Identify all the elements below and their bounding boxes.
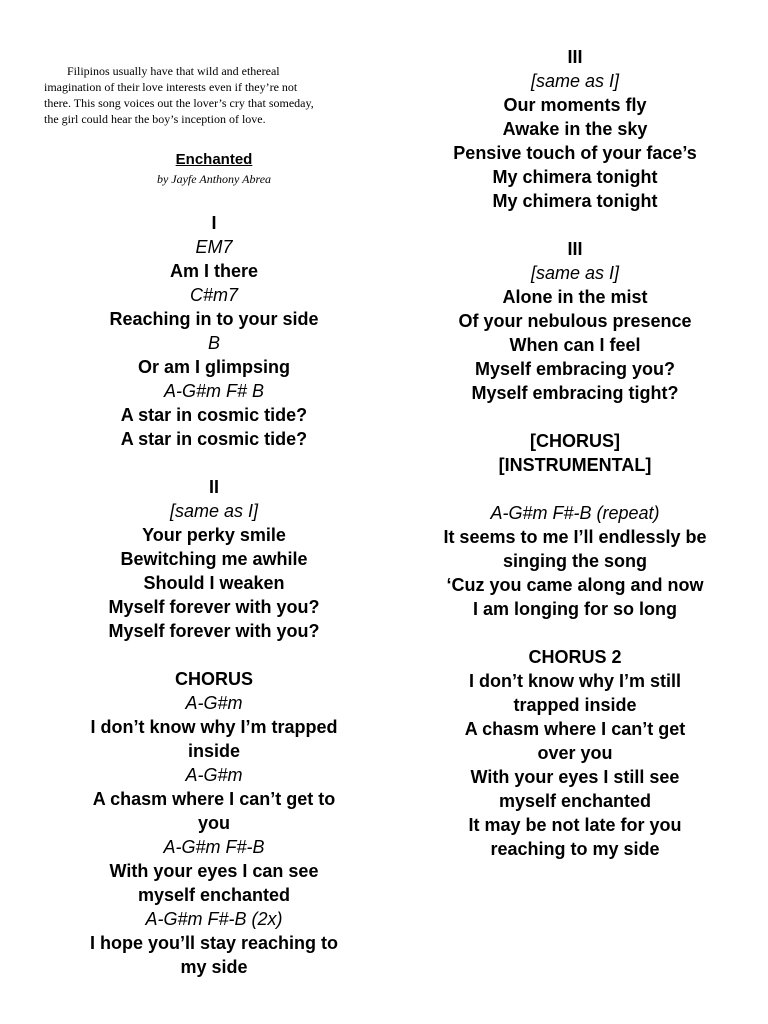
chord-line: [same as I] xyxy=(530,71,620,91)
lyric-line: [INSTRUMENTAL] xyxy=(498,455,652,475)
stanza-gap xyxy=(44,643,384,667)
lyric-line: When can I feel xyxy=(509,335,641,355)
lyric-line: III xyxy=(567,239,583,259)
chord-line: B xyxy=(207,333,220,353)
lyric-line: Our moments fly xyxy=(503,95,647,115)
lyric-line: Your perky smile xyxy=(142,525,286,545)
lyric-line: A star in cosmic tide? xyxy=(120,429,308,449)
lyric-line: ‘Cuz you came along and now xyxy=(446,575,704,595)
lyric-line: over you xyxy=(537,743,613,763)
lyric-line: With your eyes I can see xyxy=(109,861,319,881)
intro-line: there. This song voices out the lover’s cry that someday, xyxy=(44,96,314,110)
lyric-line: A chasm where I can’t get xyxy=(464,719,686,739)
lyric-line: Of your nebulous presence xyxy=(458,311,692,331)
lyric-line: It may be not late for you xyxy=(468,815,682,835)
lyrics-right-column xyxy=(410,45,740,861)
lyric-line: singing the song xyxy=(503,551,647,571)
lyric-line: Myself embracing tight? xyxy=(471,383,679,403)
lyric-line: Alone in the mist xyxy=(502,287,648,307)
intro-line: imagination of their love interests even if they’re not xyxy=(44,80,298,94)
stanza-gap xyxy=(410,477,740,501)
lyric-line: My chimera tonight xyxy=(492,167,658,187)
stanza-gap xyxy=(44,451,384,475)
lyric-line: [CHORUS] xyxy=(530,431,620,451)
lyric-line: With your eyes I still see xyxy=(470,767,680,787)
intro-paragraph xyxy=(44,63,360,127)
chord-line: EM7 xyxy=(195,237,233,257)
lyric-line: I am longing for so long xyxy=(473,599,677,619)
lyric-line: Myself embracing you? xyxy=(474,359,676,379)
song-title: Enchanted xyxy=(175,151,253,168)
lyric-line: you xyxy=(197,813,230,833)
stanza-gap xyxy=(410,621,740,645)
lyric-line: inside xyxy=(187,741,240,761)
chord-line: A-G#m xyxy=(185,765,243,785)
lyric-line: CHORUS 2 xyxy=(528,647,622,667)
lyric-line: trapped inside xyxy=(513,695,637,715)
chord-line: A-G#m F# B xyxy=(163,381,265,401)
lyric-line: Bewitching me awhile xyxy=(120,549,308,569)
lyric-line: Myself forever with you? xyxy=(108,621,320,641)
chord-line: A-G#m F#-B xyxy=(163,837,265,857)
lyric-line: My chimera tonight xyxy=(492,191,658,211)
lyric-line: I don’t know why I’m trapped xyxy=(90,717,338,737)
lyric-line: Am I there xyxy=(169,261,259,281)
lyric-line: It seems to me I’ll endlessly be xyxy=(443,527,707,547)
chord-line: A-G#m F#-B (repeat) xyxy=(490,503,660,523)
lyric-line: I xyxy=(211,213,217,233)
lyric-line: Awake in the sky xyxy=(502,119,648,139)
intro-line: Filipinos usually have that wild and ethereal xyxy=(67,64,280,78)
lyric-line: III xyxy=(567,47,583,67)
chord-line: [same as I] xyxy=(169,501,259,521)
lyric-line: Or am I glimpsing xyxy=(137,357,291,377)
lyric-line: CHORUS xyxy=(174,669,253,689)
lyric-line: Myself forever with you? xyxy=(108,597,320,617)
lyric-line: Should I weaken xyxy=(143,573,285,593)
chord-line: A-G#m F#-B (2x) xyxy=(145,909,283,929)
lyric-line: I don’t know why I’m still xyxy=(468,671,681,691)
chord-line: [same as I] xyxy=(530,263,620,283)
intro-line: the girl could hear the boy’s inception of love. xyxy=(44,112,266,126)
lyric-line: A chasm where I can’t get to xyxy=(92,789,336,809)
lyric-line: Pensive touch of your face’s xyxy=(453,143,697,163)
stanza-gap xyxy=(410,213,740,237)
lyric-line: myself enchanted xyxy=(498,791,652,811)
lyric-line: myself enchanted xyxy=(137,885,291,905)
lyric-line: my side xyxy=(180,957,248,977)
song-byline: by Jayfe Anthony Abrea xyxy=(156,172,272,186)
lyrics-left-column xyxy=(44,211,384,979)
lyric-line: II xyxy=(208,477,219,497)
chord-line: A-G#m xyxy=(185,693,243,713)
stanza-gap xyxy=(410,405,740,429)
lyric-line: reaching to my side xyxy=(490,839,660,859)
lyric-line: A star in cosmic tide? xyxy=(120,405,308,425)
chord-line: C#m7 xyxy=(189,285,238,305)
lyric-line: Reaching in to your side xyxy=(109,309,319,329)
lyric-line: I hope you’ll stay reaching to xyxy=(89,933,339,953)
